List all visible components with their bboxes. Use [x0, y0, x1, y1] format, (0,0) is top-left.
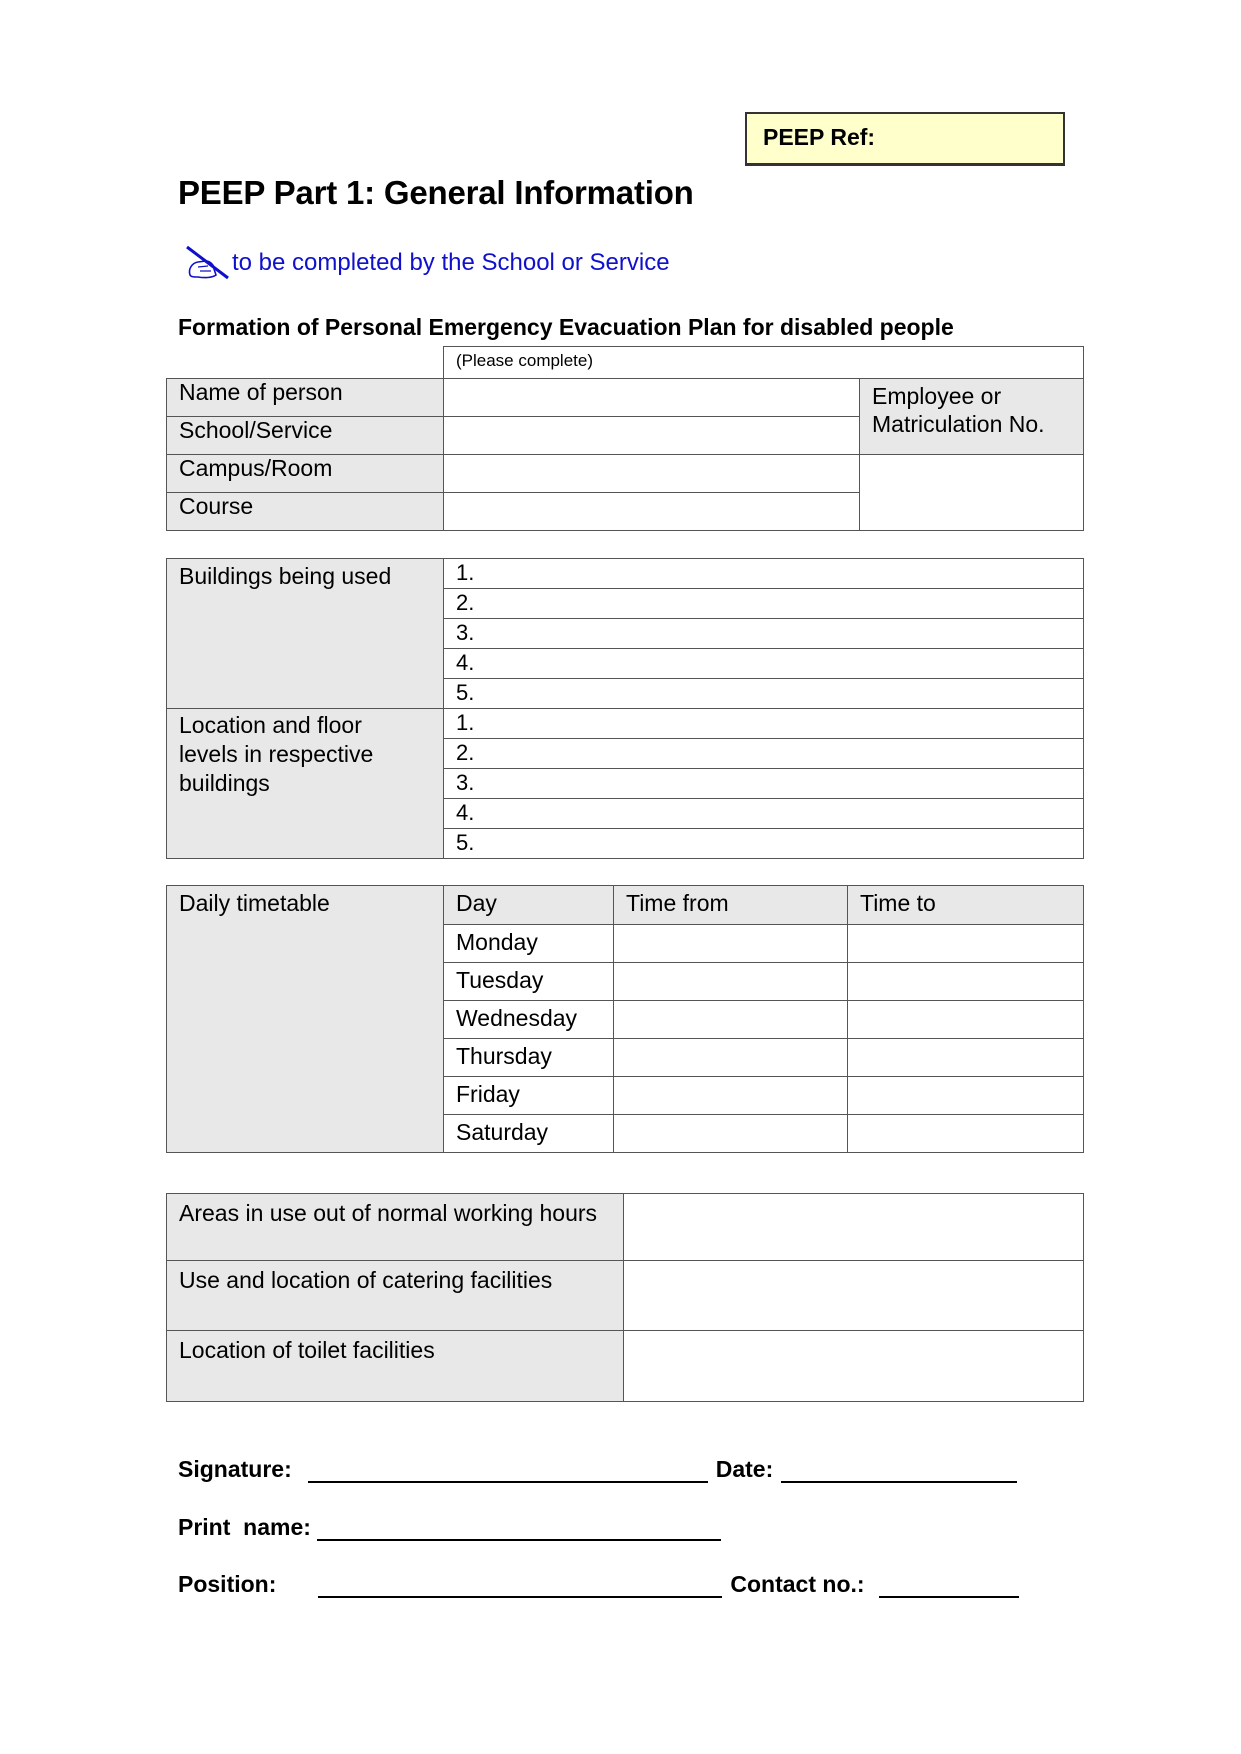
time-to-field[interactable] — [848, 1115, 1084, 1153]
name-field[interactable] — [444, 379, 860, 417]
please-complete-hint: (Please complete) — [444, 347, 1084, 379]
building-field[interactable]: 3. — [444, 619, 1084, 649]
time-to-field[interactable] — [848, 1039, 1084, 1077]
peep-ref-label: PEEP Ref: — [763, 124, 876, 150]
date-line[interactable] — [781, 1459, 1017, 1483]
position-row — [178, 1571, 1027, 1598]
signature-label: Signature: — [178, 1456, 292, 1482]
location-field[interactable]: 3. — [444, 769, 1084, 799]
personal-info-table — [166, 346, 1084, 531]
toilet-field[interactable] — [624, 1331, 1084, 1402]
catering-label: Use and location of catering facilities — [167, 1261, 624, 1331]
facilities-table — [166, 1193, 1084, 1402]
school-field[interactable] — [444, 417, 860, 455]
day-cell: Monday — [444, 925, 614, 963]
time-from-field[interactable] — [614, 1077, 848, 1115]
employee-number-field[interactable] — [860, 455, 1084, 531]
instruction-text: to be completed by the School or Service — [232, 249, 670, 276]
row-label-name: Name of person — [167, 379, 444, 417]
row-label-school: School/Service — [167, 417, 444, 455]
location-field[interactable]: 2. — [444, 739, 1084, 769]
column-header-day: Day — [444, 886, 614, 925]
building-field[interactable]: 1. — [444, 559, 1084, 589]
time-to-field[interactable] — [848, 963, 1084, 1001]
contact-label: Contact no.: — [730, 1571, 865, 1597]
employee-number-label: Employee or Matriculation No. — [860, 379, 1084, 455]
time-from-field[interactable] — [614, 925, 848, 963]
time-from-field[interactable] — [614, 1039, 848, 1077]
locations-label: Location and floor levels in respective buildings — [167, 709, 444, 859]
section-heading: Formation of Personal Emergency Evacuation Plan for disabled people — [178, 314, 954, 340]
date-label: Date: — [715, 1456, 774, 1482]
day-cell: Friday — [444, 1077, 614, 1115]
print-name-label: Print name: — [178, 1514, 311, 1540]
time-from-field[interactable] — [614, 1115, 848, 1153]
day-cell: Wednesday — [444, 1001, 614, 1039]
page-title: PEEP Part 1: General Information — [178, 174, 694, 211]
location-field[interactable]: 1. — [444, 709, 1084, 739]
day-cell: Saturday — [444, 1115, 614, 1153]
position-label: Position: — [178, 1571, 277, 1597]
time-from-field[interactable] — [614, 963, 848, 1001]
building-field[interactable]: 5. — [444, 679, 1084, 709]
time-to-field[interactable] — [848, 1001, 1084, 1039]
position-line[interactable] — [318, 1574, 722, 1598]
timetable-label: Daily timetable — [167, 886, 444, 1153]
day-cell: Thursday — [444, 1039, 614, 1077]
course-field[interactable] — [444, 493, 860, 531]
location-field[interactable]: 4. — [444, 799, 1084, 829]
print-name-line[interactable] — [317, 1517, 721, 1541]
signature-row — [178, 1456, 1025, 1483]
signature-line[interactable] — [308, 1459, 708, 1483]
building-field[interactable]: 2. — [444, 589, 1084, 619]
time-from-field[interactable] — [614, 1001, 848, 1039]
time-to-field[interactable] — [848, 1077, 1084, 1115]
areas-out-of-hours-label: Areas in use out of normal working hours — [167, 1194, 624, 1261]
time-to-field[interactable] — [848, 925, 1084, 963]
row-label-campus: Campus/Room — [167, 455, 444, 493]
contact-line[interactable] — [879, 1574, 1019, 1598]
row-label-course: Course — [167, 493, 444, 531]
print-name-row — [178, 1514, 729, 1541]
peep-ref-box[interactable] — [745, 112, 1065, 166]
areas-out-of-hours-field[interactable] — [624, 1194, 1084, 1261]
instruction-line — [184, 245, 670, 281]
building-field[interactable]: 4. — [444, 649, 1084, 679]
timetable-table — [166, 885, 1084, 1153]
location-field[interactable]: 5. — [444, 829, 1084, 859]
writing-hand-icon — [184, 245, 230, 281]
catering-field[interactable] — [624, 1261, 1084, 1331]
column-header-time-from: Time from — [614, 886, 848, 925]
day-cell: Tuesday — [444, 963, 614, 1001]
column-header-time-to: Time to — [848, 886, 1084, 925]
campus-field[interactable] — [444, 455, 860, 493]
buildings-label: Buildings being used — [167, 559, 444, 709]
toilet-label: Location of toilet facilities — [167, 1331, 624, 1402]
buildings-table — [166, 558, 1084, 859]
